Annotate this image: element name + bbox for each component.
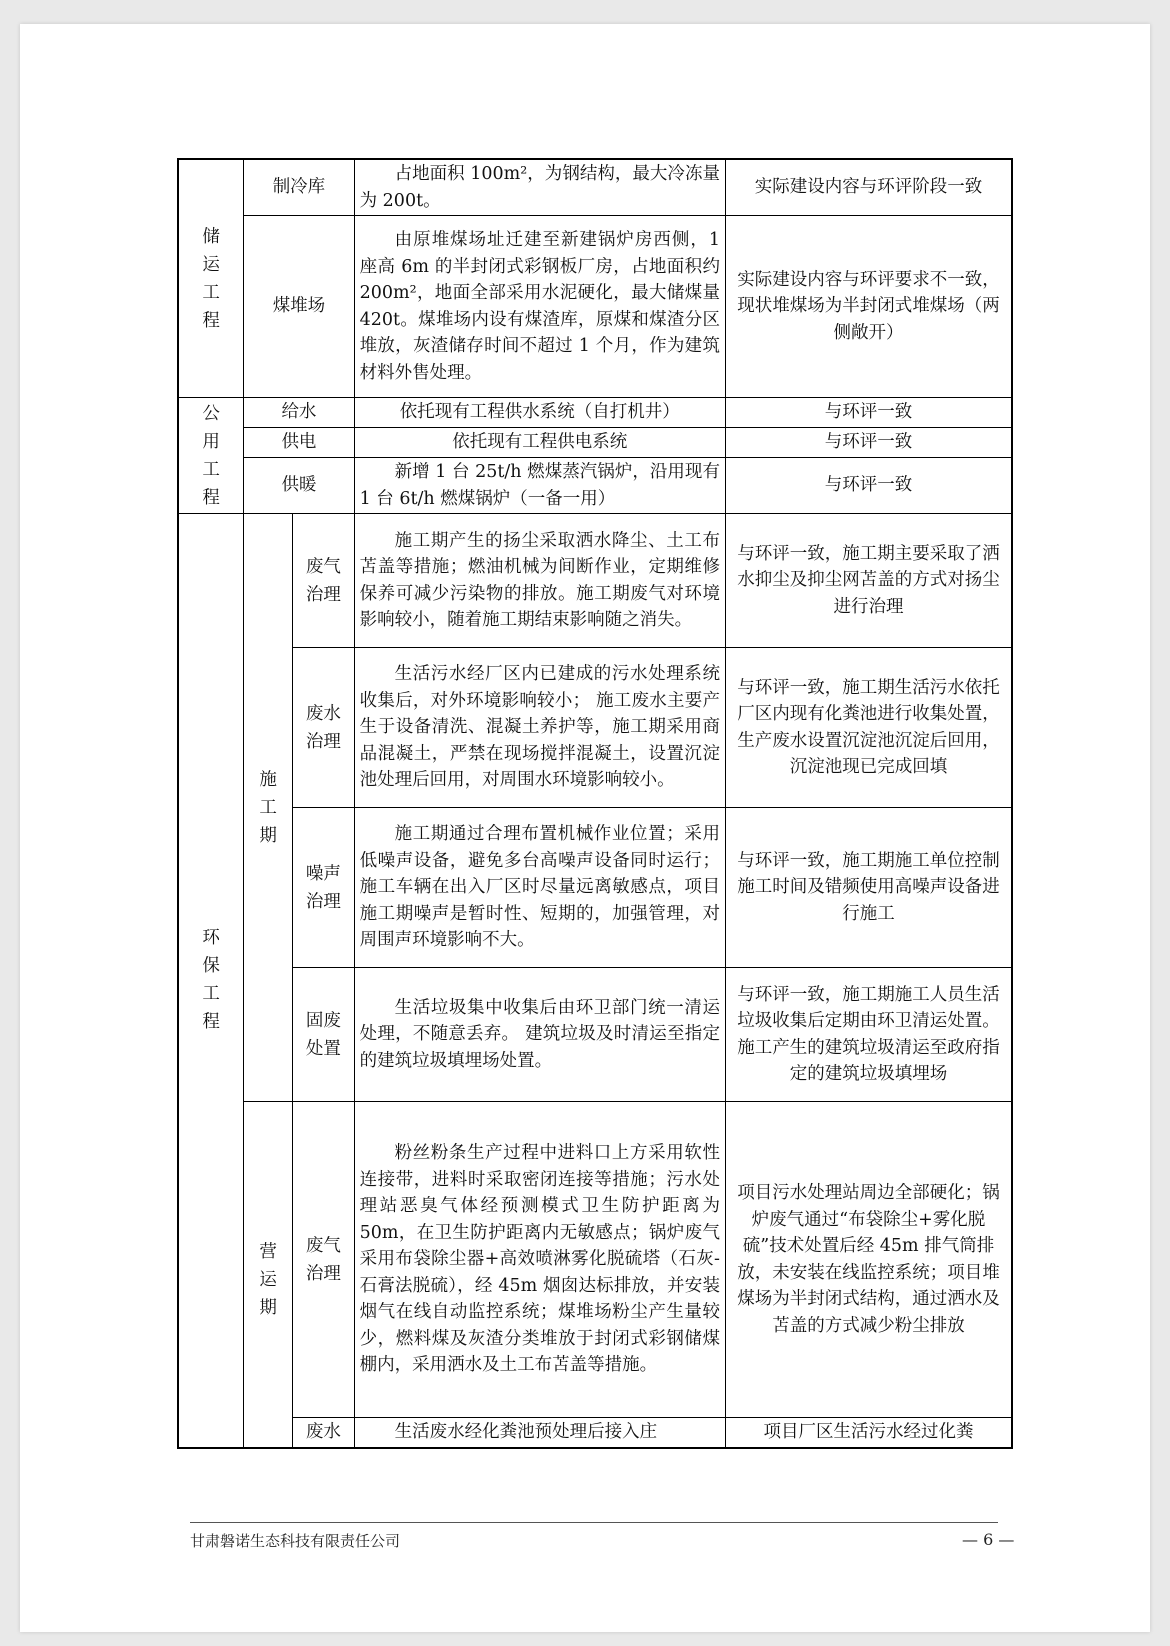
item-cell: 噪声治理 (293, 808, 355, 968)
result-cell: 与环评一致 (725, 428, 1012, 458)
item-cell: 固废处置 (293, 968, 355, 1102)
footer-divider (190, 1522, 998, 1523)
table-row (178, 968, 1012, 1102)
item-cell: 煤堆场 (244, 216, 354, 398)
category-cell: 公用工程 (178, 398, 244, 514)
item-cell: 制冷库 (244, 159, 354, 216)
description-cell: 由原堆煤场址迁建至新建锅炉房西侧，1 座高 6m 的半封闭式彩钢板厂房，占地面积约 200m²，地面全部采用水泥硬化，最大储煤量 420t。煤堆场内设有煤渣库，原煤和煤渣分区堆放，灰渣储存时间不超过 1 个月，作为建筑材料外售处理。 (354, 216, 725, 398)
result-cell: 实际建设内容与环评阶段一致 (725, 159, 1012, 216)
table-row (178, 1418, 1012, 1448)
phase-cell: 施工期 (244, 514, 293, 1102)
description-cell: 占地面积 100m²，为钢结构，最大冷冻量为 200t。 (354, 159, 725, 216)
item-cell: 废气治理 (293, 1102, 355, 1418)
table-row (178, 398, 1012, 428)
result-cell: 与环评一致，施工期施工人员生活垃圾收集后定期由环卫清运处置。施工产生的建筑垃圾清运至政府指定的建筑垃圾填埋场 (725, 968, 1012, 1102)
description-cell: 依托现有工程供水系统（自打机井） (354, 398, 725, 428)
result-cell: 与环评一致 (725, 398, 1012, 428)
category-cell: 环保工程 (178, 514, 244, 1448)
result-cell: 与环评一致 (725, 458, 1012, 514)
item-cell: 给水 (244, 398, 354, 428)
item-cell: 废水 (293, 1418, 355, 1448)
item-cell: 供电 (244, 428, 354, 458)
result-cell: 项目厂区生活污水经过化粪 (725, 1418, 1012, 1448)
description-cell: 生活废水经化粪池预处理后接入庄 (354, 1418, 725, 1448)
table-row (178, 1102, 1012, 1418)
table-row (178, 514, 1012, 648)
table-row (178, 808, 1012, 968)
result-cell: 与环评一致，施工期主要采取了洒水抑尘及抑尘网苫盖的方式对扬尘进行治理 (725, 514, 1012, 648)
item-cell: 废气治理 (293, 514, 355, 648)
category-cell: 储运工程 (178, 159, 244, 398)
result-cell: 项目污水处理站周边全部硬化；锅炉废气通过“布袋除尘+雾化脱硫”技术处置后经 45m 排气筒排放，未安装在线监控系统；项目堆煤场为半封闭式结构，通过洒水及苫盖的方式减少粉尘排放 (725, 1102, 1012, 1418)
result-cell: 与环评一致，施工期施工单位控制施工时间及错频使用高噪声设备进行施工 (725, 808, 1012, 968)
footer-company: 甘肃磐诺生态科技有限责任公司 (190, 1532, 401, 1550)
phase-cell: 营运期 (244, 1102, 293, 1448)
table-row (178, 216, 1012, 398)
document-page (20, 24, 1150, 1632)
page-number: — 6 — (962, 1530, 1015, 1549)
table-row (178, 428, 1012, 458)
description-cell: 施工期产生的扬尘采取洒水降尘、土工布苫盖等措施；燃油机械为间断作业，定期维修保养可减少污染物的排放。施工期废气对环境影响较小，随着施工期结束影响随之消失。 (354, 514, 725, 648)
item-cell: 供暖 (244, 458, 354, 514)
project-comparison-table (177, 158, 1013, 1449)
table-row (178, 648, 1012, 808)
description-cell: 依托现有工程供电系统 (354, 428, 725, 458)
result-cell: 实际建设内容与环评要求不一致，现状堆煤场为半封闭式堆煤场（两侧敞开） (725, 216, 1012, 398)
item-cell: 废水治理 (293, 648, 355, 808)
description-cell: 生活垃圾集中收集后由环卫部门统一清运处理，不随意丢弃。 建筑垃圾及时清运至指定的建筑垃圾填埋场处置。 (354, 968, 725, 1102)
result-cell: 与环评一致，施工期生活污水依托厂区内现有化粪池进行收集处置，生产废水设置沉淀池沉淀后回用，沉淀池现已完成回填 (725, 648, 1012, 808)
description-cell: 施工期通过合理布置机械作业位置；采用低噪声设备，避免多台高噪声设备同时运行；施工车辆在出入厂区时尽量远离敏感点，项目施工期噪声是暂时性、短期的，加强管理，对周围声环境影响不大。 (354, 808, 725, 968)
table-row (178, 159, 1012, 216)
description-cell: 生活污水经厂区内已建成的污水处理系统收集后，对外环境影响较小； 施工废水主要产生于设备清洗、混凝土养护等，施工期采用商品混凝土，严禁在现场搅拌混凝土，设置沉淀池处理后回用，对周围水环境影响较小。 (354, 648, 725, 808)
description-cell: 粉丝粉条生产过程中进料口上方采用软性连接带，进料时采取密闭连接等措施；污水处理站恶臭气体经预测模式卫生防护距离为 50m，在卫生防护距离内无敏感点；锅炉废气采用布袋除尘器+高效喷淋雾化脱硫塔（石灰-石膏法脱硫），经 45m 烟囱达标排放，并安装烟气在线自动监控系统；煤堆场粉尘产生量较少，燃料煤及灰渣分类堆放于封闭式彩钢储煤棚内，采用洒水及土工布苫盖等措施。 (354, 1102, 725, 1418)
table-row (178, 458, 1012, 514)
description-cell: 新增 1 台 25t/h 燃煤蒸汽锅炉，沿用现有 1 台 6t/h 燃煤锅炉（一备一用） (354, 458, 725, 514)
